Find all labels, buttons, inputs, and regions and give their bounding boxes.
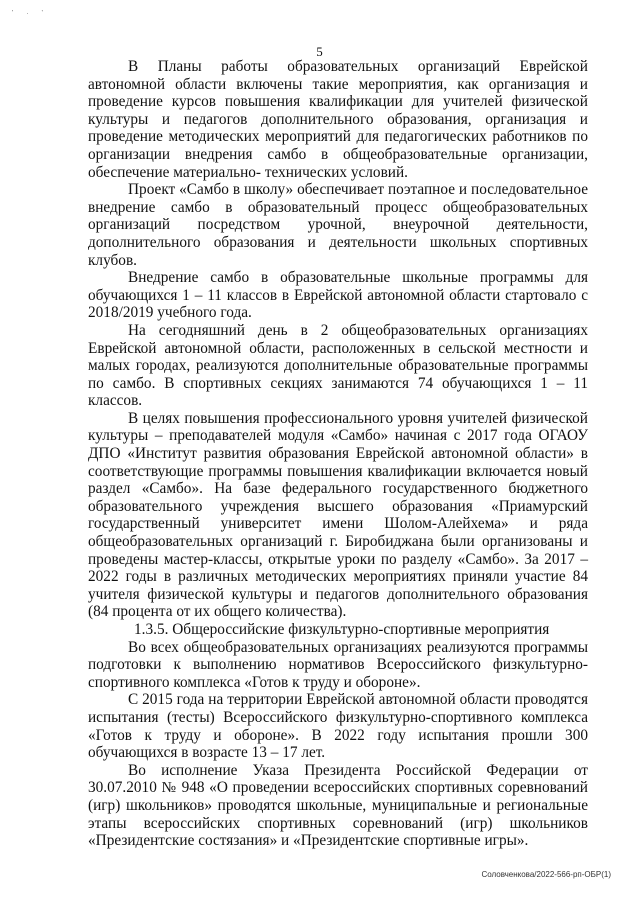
document-body (88, 58, 588, 850)
paragraph-sambo-project: Проект «Самбо в школу» обеспечивает поэтапное и последовательное внедрение самбо в образовательный процесс общеобразовательных организаций посредством урочной, внеурочной деятельности, дополнительного образования и деятельности школьных спортивных клубов. (88, 181, 588, 269)
paragraph-gto-programs: Во всех общеобразовательных организациях реализуются программы подготовки к выполнению нормативов Всероссийского физкультурно-спортивного комплекса «Готов к труду и обороне». (88, 638, 588, 691)
paragraph-current-state: На сегодняшний день в 2 общеобразовательных организациях Еврейской автономной области, расположенных в сельской местности и малых городах, реализуются дополнительные образовательные программы по самбо. В спортивных секциях занимаются 74 обучающихся 1 – 11 классов. (88, 321, 588, 410)
section-heading: 1.3.5. Общероссийские физкультурно-спортивные мероприятия (134, 621, 550, 638)
scan-marks: ' . ' (12, 10, 49, 16)
paragraph-sambo-introduction: Внедрение самбо в образовательные школьные программы для обучающихся 1 – 11 классов в Еврейской автономной области стартовало с 2018/2019 учебного года. (88, 269, 588, 322)
document-code: Соловченкова/2022-566-рп-ОБР(1) (481, 870, 611, 879)
paragraph-plans: В Планы работы образовательных организаций Еврейской автономной области включены такие мероприятия, как организация и проведение курсов повышения квалификации для учителей физической культуры и педагогов дополнительного образования, организация и проведение методических мероприятий для педагогических работников по организации внедрения самбо в общеобразовательные организации, обеспечение материально- технических условий. (88, 58, 588, 181)
paragraph-gto-tests: С 2015 года на территории Еврейской автономной области проводятся испытания (тесты) Всероссийского физкультурно-спортивного комплекса «Готов к труду и обороне». В 2022 году испытания прошли 300 обучающихся в возрасте 13 – 17 лет. (88, 691, 588, 762)
paragraph-presidential-games: Во исполнение Указа Президента Российской Федерации от 30.07.2010 № 948 «О проведении всероссийских спортивных соревнований (игр) школьников» проводятся школьные, муниципальные и региональные этапы всероссийских спортивных соревнований (игр) школьников «Президентские состязания» и «Президентские спортивные игры». (88, 761, 588, 850)
paragraph-teacher-training: В целях повышения профессионального уровня учителей физической культуры – преподавателей модуля «Самбо» начиная с 2017 года ОГАОУ ДПО «Институт развития образования Еврейской автономной области» в соответствующие программы повышения квалификации включается новый раздел «Самбо». На базе федерального государственного бюджетного образовательного учреждения высшего образования «Приамурский государственный университет имени Шолом-Алейхема» и ряда общеобразовательных организаций г. Биробиджана были организованы и проведены мастер-классы, открытые уроки по разделу «Самбо». За 2017 – 2022 годы в различных методических мероприятиях приняли участие 84 учителя физической культуры и педагогов дополнительного образования (84 процента от их общего количества). (88, 409, 588, 621)
page-number: 5 (316, 44, 323, 59)
